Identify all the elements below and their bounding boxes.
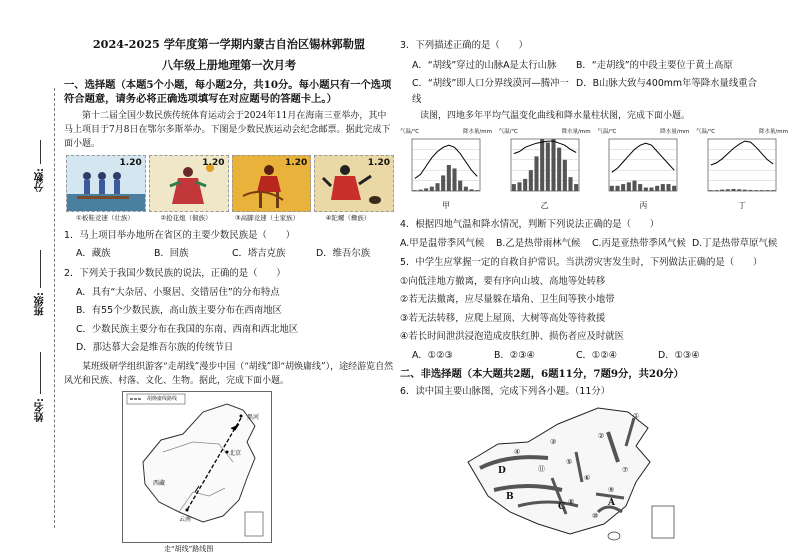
precip-bar (574, 184, 578, 191)
section2-title: 二、非选择题（本大题共2题，6题11分，7题9分，共20分） (400, 368, 684, 380)
q5-options (400, 348, 788, 364)
bing-precip-axis: 降水量/mm (660, 129, 690, 135)
stamp-2 (149, 155, 229, 212)
climate-charts (400, 127, 788, 211)
precip-bar (644, 188, 648, 191)
precip-bar (655, 186, 659, 191)
map2-label-1: ① (633, 411, 640, 420)
stamp-4 (314, 155, 394, 212)
q4-stem: 4．根据四地气温和降水情况，判断下列说法正确的是（ ） (400, 219, 660, 230)
precip-bar (413, 190, 417, 191)
precip-bar (452, 168, 456, 191)
precip-bar (511, 184, 515, 191)
q3-options-row2 (400, 76, 788, 107)
q1-option-d[interactable]: D．维吾尔族 (316, 247, 371, 259)
q4-option-c[interactable]: C.丙是亚热带季风气候 (592, 237, 686, 249)
precip-bar (726, 189, 730, 191)
temp-curve (415, 145, 477, 178)
map2-label-6: ⑥ (584, 473, 591, 482)
mountains-map (458, 402, 688, 552)
q2-option-c[interactable]: C．少数民族主要分布在我国的东南、西南和西北地区 (76, 323, 299, 335)
precip-bar (562, 160, 566, 191)
precip-bar (771, 190, 775, 191)
stamp-row (66, 155, 394, 212)
precip-bar (661, 184, 665, 191)
yi-name: 乙 (540, 201, 549, 210)
q1-option-b[interactable]: B．回族 (154, 247, 189, 259)
precip-bar (621, 184, 625, 191)
precip-bar (458, 181, 462, 191)
precip-bar (714, 190, 718, 191)
name-blank[interactable] (40, 352, 41, 394)
q4-option-d[interactable]: D.丁是热带草原气候 (692, 237, 778, 249)
precip-bar (523, 179, 527, 191)
map2-label-D: D (498, 465, 506, 476)
precip-bar (475, 190, 479, 191)
precip-bar (534, 156, 538, 191)
precip-bar (672, 186, 676, 191)
stamp-1 (66, 155, 146, 212)
exam-title-line2: 八年级上册地理第一次月考 (161, 58, 297, 72)
precip-bar (424, 188, 428, 191)
jia-name: 甲 (442, 201, 450, 210)
q5-item-4: ④若长时间泄洪浸泡造成皮肤红肿、损伤者应及时就医 (400, 331, 625, 342)
precip-bar (616, 186, 620, 191)
map1-label-xizang: 西藏 (153, 479, 166, 487)
q5-stem: 5．中学生应掌握一定的自救自护常识。当洪涝灾害发生时，下列做法正确的是（ ） (400, 257, 763, 268)
precip-bar (638, 184, 642, 191)
map2-label-10: ⑩ (592, 511, 599, 520)
q5-option-c[interactable]: C．①②④ (576, 349, 618, 361)
q1-option-a[interactable]: A．藏族 (76, 247, 111, 259)
precip-bar (737, 189, 741, 191)
bing-name: 丙 (639, 201, 648, 210)
hu-line-map (122, 391, 272, 543)
q3-options-row1 (400, 58, 788, 74)
climate-frame (708, 139, 776, 191)
q3-option-b[interactable]: B．“走胡线”的中段主要位于黄土高原 (576, 59, 733, 71)
precip-bar (430, 187, 434, 191)
stamp-3-value: 1.20 (285, 158, 308, 168)
precip-bar (720, 190, 724, 191)
precip-bar (650, 188, 654, 191)
stamp-4-caption: ④陀螺（彝族） (325, 214, 371, 222)
section1-title: 一、选择题（本题5个小题，每小题2分，共10分。每小题只有一个选项符合题意，请务必将正确选项填写在对应题号的答题卡上。） (64, 79, 392, 105)
map2-label-3: ③ (550, 437, 557, 446)
stamp-1-caption: ①板鞋竞速（壮族） (76, 214, 134, 222)
hu-line-map-caption: 走“胡线”路线图 (164, 544, 214, 553)
precip-bar (667, 184, 671, 191)
temp-curve (711, 141, 773, 165)
stamp-1-value: 1.20 (119, 158, 142, 168)
q1-option-c[interactable]: C．塔吉克族 (232, 247, 286, 259)
q5-option-d[interactable]: D．①③④ (658, 349, 700, 361)
precip-bar (754, 190, 758, 191)
bing-temp-axis: 气温/℃ (597, 129, 617, 135)
yi-precip-axis: 降水量/mm (561, 129, 591, 135)
q5-item-1: ①向低洼地方撤离，要有序向山坡、高地等处转移 (400, 275, 606, 287)
binding-strip (0, 0, 64, 560)
q4-option-a[interactable]: A.甲是温带季风气候 (400, 237, 485, 249)
hu-line-legend: 胡焕庸线路线 (147, 395, 178, 402)
precip-bar (464, 187, 468, 191)
temp-curve (612, 143, 674, 172)
right-column (400, 38, 788, 558)
precip-bar (568, 177, 572, 191)
precip-bar (469, 189, 473, 191)
map2-label-2: ② (598, 431, 605, 440)
map1-label-beijing: 北京 (229, 449, 242, 457)
precip-bar (633, 181, 637, 191)
q2-option-d[interactable]: D．那达慕大会是维吾尔族的传统节日 (76, 342, 234, 353)
precip-bar (447, 165, 451, 191)
q2-stem: 2．下列关于我国少数民族的说法，正确的是（ ） (64, 268, 286, 279)
exam-title-line1: 2024-2025 学年度第一学期内蒙古自治区锡林郭勒盟 (92, 37, 366, 51)
climate-chart-jia (400, 127, 492, 211)
map2-label-11: ⑪ (538, 464, 545, 473)
precip-bar (435, 183, 439, 191)
precip-bar (540, 139, 544, 191)
jia-temp-axis: 气温/℃ (400, 129, 420, 135)
precip-bar (627, 182, 631, 191)
map2-label-4: ④ (514, 447, 521, 456)
q3-option-a[interactable]: A．“胡线”穿过的山脉A是太行山脉 (412, 59, 557, 71)
precip-bar (418, 190, 422, 191)
binding-dashed-line (54, 88, 55, 528)
mountains-map-svg (458, 402, 688, 552)
precip-bar (557, 148, 561, 191)
climate-chart-yi (499, 127, 591, 211)
q3-stem: 3．下列描述正确的是（ ） (400, 40, 528, 51)
section1-intro2: 某班级研学组织游客“走胡线”漫步中国（“胡线”即“胡焕庸线”），途经游览自然风光和民族、村落、文化、生物。据此，完成下面小题。 (64, 361, 394, 386)
climate-svg (499, 135, 591, 195)
stamp-4-value: 1.20 (367, 158, 390, 168)
section1-intro: 第十二届全国少数民族传统体育运动会于2024年11月在海南三亚举办，其中马上项目于7月8日在鄂尔多斯举办。下图是少数民族运动会纪念邮票。据此完成下面小题。 (64, 111, 391, 149)
precip-bar (743, 190, 747, 191)
ding-name: 丁 (737, 201, 746, 210)
ding-temp-axis: 气温/℃ (695, 129, 715, 135)
q5-option-b[interactable]: B．②③④ (494, 349, 536, 361)
q3-option-d[interactable]: D．B山脉大致与400mm年等降水量线重合 (576, 78, 758, 89)
map2-label-8: ⑧ (568, 497, 575, 506)
yi-temp-axis: 气温/℃ (498, 129, 518, 135)
stamp-2-caption: ②抢花炮（侗族） (160, 214, 212, 222)
map2-label-9: ⑨ (608, 485, 615, 494)
score-blank[interactable] (40, 140, 41, 164)
jia-precip-axis: 降水量/mm (462, 129, 492, 135)
climate-frame (412, 139, 480, 191)
map1-label-heihe: 黑河 (247, 413, 260, 421)
class-blank[interactable] (40, 250, 41, 288)
left-column (64, 36, 394, 556)
map2-label-7: ⑦ (622, 465, 629, 474)
climate-chart-bing (597, 127, 689, 211)
precip-bar (610, 186, 614, 191)
map2-label-A: A (608, 497, 615, 508)
map2-label-5: ⑤ (566, 457, 573, 466)
map2-label-C: C (558, 501, 566, 512)
climate-svg (597, 135, 689, 195)
q5-option-a[interactable]: A．①②③ (412, 349, 454, 361)
q2-option-a[interactable]: A．具有“大杂居、小聚居、交错居住”的分布特点 (76, 286, 280, 298)
q1-stem: 1．马上项目举办地所在省区的主要少数民族是（ ） (64, 230, 295, 241)
ding-precip-axis: 降水量/mm (758, 129, 788, 135)
q2-option-b[interactable]: B．有55个少数民族，高山族主要分布在西南地区 (76, 305, 282, 316)
precip-bar (551, 139, 555, 191)
precip-bar (709, 190, 713, 191)
climate-svg (400, 135, 492, 195)
stamp-3 (232, 155, 312, 212)
precip-bar (545, 142, 549, 191)
q3-option-c[interactable]: C．“胡线”即人口分界线漠河—腾冲一线 (412, 78, 569, 105)
temp-curve (513, 141, 575, 154)
q3-intro: 读图，四地多年平均气温变化曲线和降水量柱状图，完成下面小题。 (420, 111, 691, 121)
q4-option-b[interactable]: B.乙是热带雨林气候 (496, 237, 581, 249)
precip-bar (765, 190, 769, 191)
precip-bar (760, 190, 764, 191)
stamp-captions (66, 213, 394, 222)
name-label: 姓名: (35, 398, 46, 422)
q4-options (400, 236, 788, 252)
stamp-2-value: 1.20 (202, 158, 225, 168)
precip-bar (748, 190, 752, 191)
score-label: 分数: (35, 168, 46, 192)
climate-chart-ding (696, 127, 788, 211)
q1-options (64, 246, 394, 262)
climate-frame (609, 139, 677, 191)
q5-item-3: ③若无法转移，应爬上屋顶、大树等高处等待救援 (400, 312, 606, 324)
map1-label-yunnan: 云南 (179, 515, 192, 523)
precip-bar (528, 170, 532, 191)
q6-stem: 6．读中国主要山脉图，完成下列各小题。（11分） (400, 386, 611, 397)
map2-label-B: B (506, 491, 514, 502)
climate-svg (696, 135, 788, 195)
precip-bar (731, 189, 735, 191)
stamp-3-caption: ③高脚竞速（土家族） (234, 214, 300, 222)
precip-bar (517, 182, 521, 191)
precip-bar (441, 175, 445, 191)
q5-item-2: ②若无法撤离，应尽量躲在墙角、卫生间等狭小地带 (400, 294, 615, 305)
class-label: 班级: (35, 292, 46, 316)
